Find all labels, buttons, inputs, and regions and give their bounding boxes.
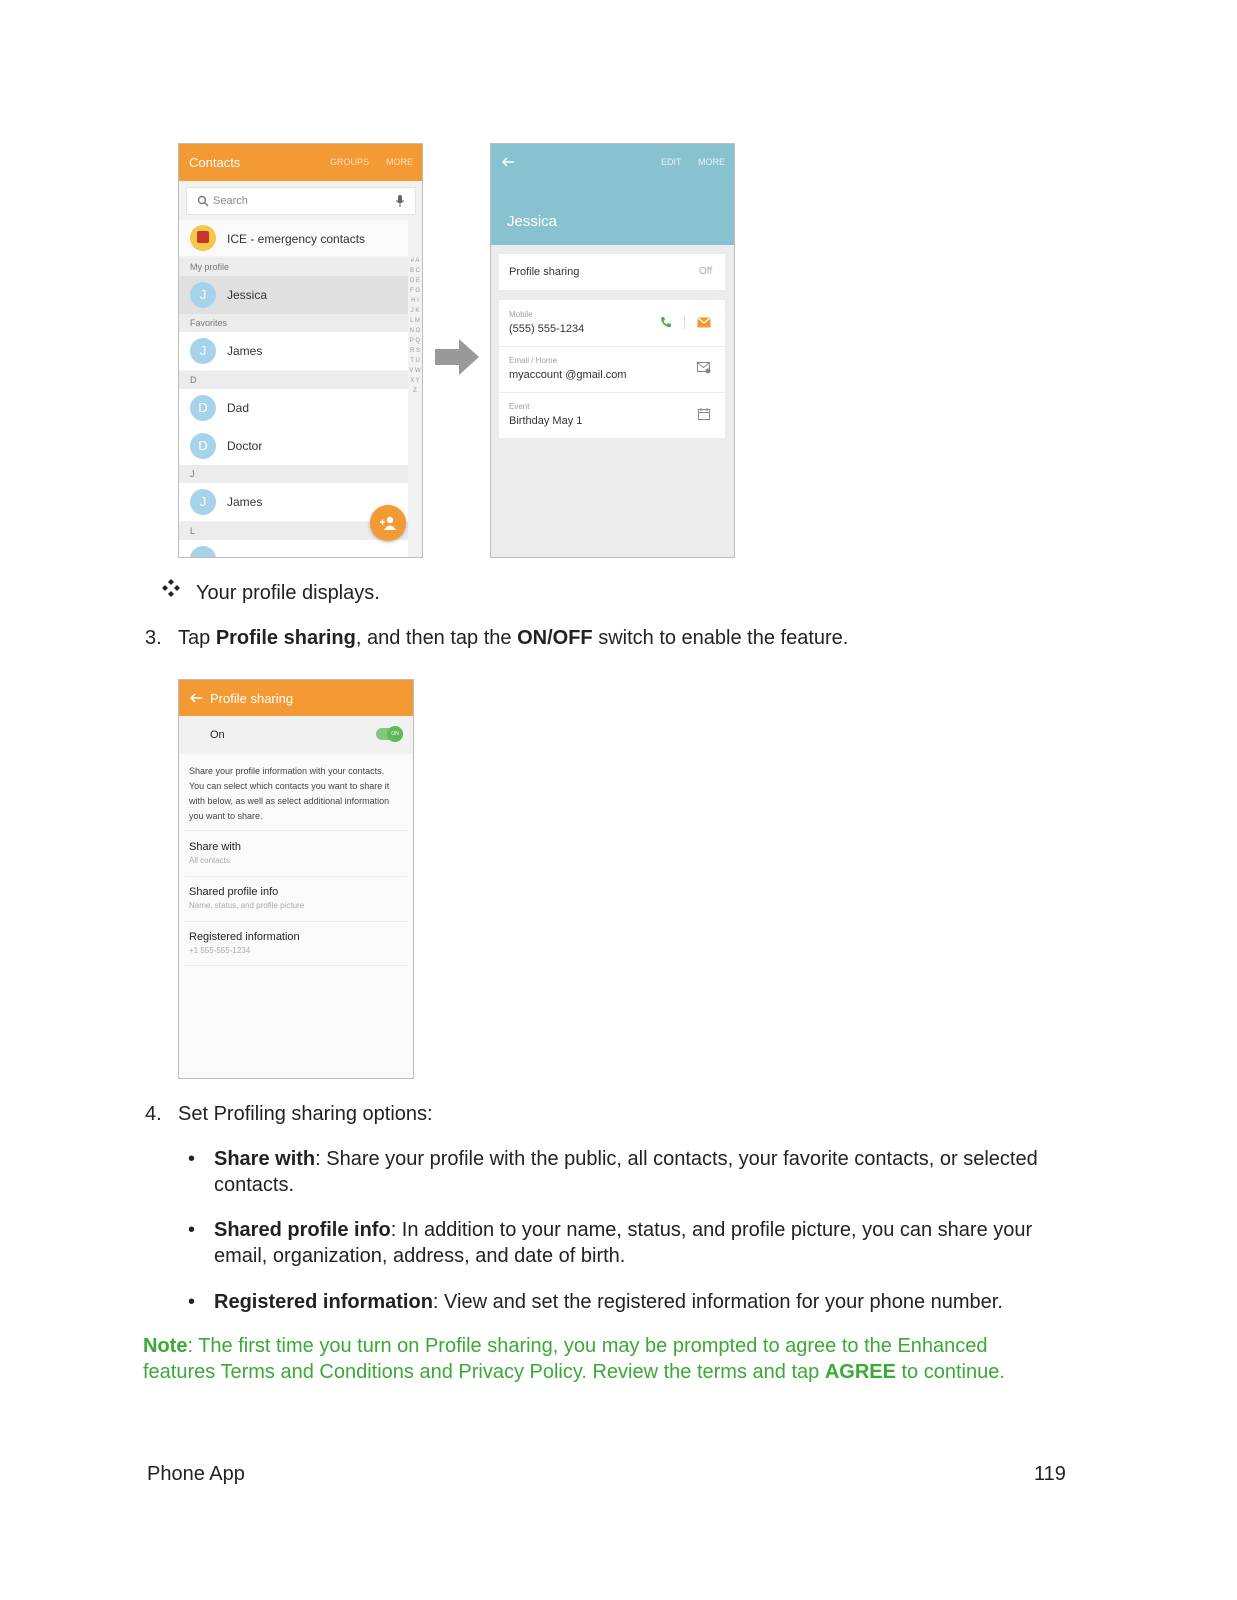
- item-subtitle: +1 555-555-1234: [189, 946, 251, 955]
- profile-sharing-title: Profile sharing: [210, 691, 294, 706]
- bullet-registered-information: Registered information: View and set the registered information for your phone number.: [214, 1291, 1003, 1313]
- avatar: D: [190, 433, 216, 459]
- on-label: On: [210, 729, 225, 741]
- profile-sharing-app-bar: [179, 680, 413, 716]
- profile-sharing-description: Share your profile information with your contacts. You can select which contacts you want to share it with below, as well as select additional information you want to share.: [189, 766, 390, 821]
- contact-name: Doctor: [227, 439, 263, 453]
- section-j: J: [179, 465, 408, 483]
- ice-icon: [190, 225, 216, 251]
- avatar: J: [190, 338, 216, 364]
- right-arrow-icon: [433, 337, 481, 377]
- contact-name: Dad: [227, 401, 250, 415]
- section-my-profile: My profile: [179, 258, 408, 276]
- calendar-icon[interactable]: [698, 408, 710, 420]
- divider: [499, 392, 725, 393]
- search-field[interactable]: [186, 187, 416, 215]
- more-button[interactable]: MORE: [698, 157, 725, 167]
- divider: [684, 316, 685, 329]
- event-label: Event: [509, 402, 530, 411]
- more-button[interactable]: MORE: [386, 157, 413, 167]
- contact-name: James: [227, 495, 263, 509]
- profile-sharing-label: Profile sharing: [509, 266, 580, 278]
- edit-button[interactable]: EDIT: [661, 157, 682, 167]
- avatar: J: [190, 282, 216, 308]
- contact-row-doctor[interactable]: [179, 427, 408, 465]
- divider: [185, 876, 407, 877]
- step-3-text: Tap Profile sharing, and then tap the ON/OFF switch to enable the feature.: [178, 627, 849, 649]
- profile-name: Jessica: [507, 213, 558, 230]
- contact-row-dad[interactable]: [179, 389, 408, 427]
- profile-header: [491, 144, 734, 245]
- section-favorites: Favorites: [179, 314, 408, 332]
- footer-section-title: Phone App: [147, 1463, 245, 1485]
- shared-profile-info-item[interactable]: [189, 886, 403, 910]
- bullet-dot: •: [188, 1148, 196, 1170]
- step-3-number: 3.: [145, 627, 162, 649]
- contact-row-my-profile[interactable]: [179, 276, 408, 314]
- divider: [185, 830, 407, 831]
- profile-sharing-screenshot: [178, 679, 414, 1079]
- avatar: D: [190, 395, 216, 421]
- section-l: L: [179, 522, 408, 540]
- switch-knob: ON: [387, 726, 403, 742]
- contact-name: James: [227, 344, 263, 358]
- email-value: myaccount @gmail.com: [509, 369, 627, 381]
- bullet-dot: •: [188, 1291, 196, 1313]
- email-label: Email / Home: [509, 356, 558, 365]
- contacts-screenshot: [178, 143, 423, 558]
- registered-information-item[interactable]: [189, 931, 403, 955]
- bullet-shared-profile-info: Shared profile info: In addition to your name, status, and profile picture, you can share your email, organization, address, and date of birth.: [214, 1219, 1033, 1267]
- alphabet-index-scrollbar[interactable]: # A B C D E F G H I J K L M N O P Q R S T U V W X Y Z: [409, 258, 421, 394]
- profile-displays-text: Your profile displays.: [196, 582, 380, 604]
- diamond-bullet-icon: [161, 579, 181, 599]
- contact-row-partial[interactable]: [179, 540, 408, 558]
- contacts-app-bar: [179, 144, 422, 181]
- search-placeholder: Search: [213, 195, 248, 207]
- profile-sharing-row[interactable]: [499, 254, 725, 290]
- item-subtitle: All contacts: [189, 856, 230, 865]
- divider: [185, 921, 407, 922]
- bullet-dot: •: [188, 1219, 196, 1241]
- avatar: J: [190, 489, 216, 515]
- divider: [185, 965, 407, 966]
- item-title: Share with: [189, 841, 241, 853]
- groups-button[interactable]: GROUPS: [330, 157, 370, 167]
- step-4-number: 4.: [145, 1103, 162, 1125]
- page-number: 119: [1034, 1463, 1066, 1485]
- email-icon[interactable]: [697, 362, 711, 374]
- message-icon[interactable]: [697, 317, 711, 328]
- bullet-share-with: Share with: Share your profile with the public, all contacts, your favorite contacts, or selected contacts.: [214, 1148, 1038, 1196]
- add-contact-button[interactable]: [370, 505, 406, 541]
- avatar: [190, 546, 216, 558]
- add-person-icon: [379, 515, 397, 531]
- phone-icon[interactable]: [660, 316, 672, 328]
- section-d: D: [179, 371, 408, 389]
- contact-name: Jessica: [227, 288, 268, 302]
- mobile-label: Mobile: [509, 310, 533, 319]
- contacts-title: Contacts: [189, 155, 241, 170]
- profile-screenshot: [490, 143, 735, 558]
- mobile-value: (555) 555-1234: [509, 323, 585, 335]
- ice-contacts-row[interactable]: [179, 220, 408, 256]
- microphone-icon[interactable]: [395, 194, 405, 208]
- item-title: Shared profile info: [189, 886, 279, 898]
- on-off-row[interactable]: [179, 716, 413, 754]
- profile-details-card: [499, 300, 725, 438]
- event-value: Birthday May 1: [509, 415, 583, 427]
- on-off-switch[interactable]: [376, 728, 402, 740]
- note-text: Note: The first time you turn on Profile sharing, you may be prompted to agree to the Enhanced features Terms and Conditions and Privacy Policy. Review the terms and tap AGREE to continue.: [143, 1335, 1005, 1383]
- search-icon: [197, 195, 209, 207]
- contact-row-favorite[interactable]: [179, 332, 408, 370]
- item-subtitle: Name, status, and profile picture: [189, 901, 305, 910]
- back-arrow-icon[interactable]: [189, 692, 203, 704]
- step-4-text: Set Profiling sharing options:: [178, 1103, 433, 1125]
- share-with-item[interactable]: [189, 841, 403, 865]
- divider: [499, 346, 725, 347]
- back-arrow-icon[interactable]: [501, 156, 515, 168]
- profile-sharing-status: Off: [699, 266, 713, 277]
- item-title: Registered information: [189, 931, 300, 943]
- ice-label: ICE - emergency contacts: [227, 232, 366, 246]
